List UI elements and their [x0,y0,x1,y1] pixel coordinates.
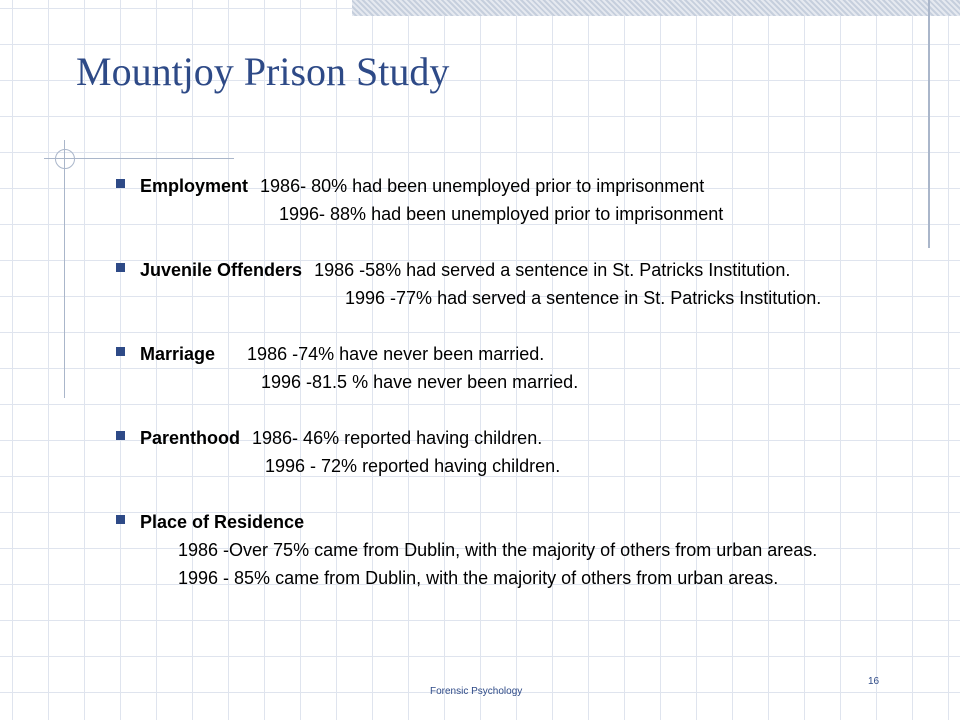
bullet-text: 1996- 88% had been unemployed prior to imprisonment [279,204,724,224]
page-number: 16 [868,676,880,687]
square-bullet-icon [116,515,125,524]
bullet-marriage [116,340,946,396]
bullet-text: 1986 -74% have never been married. [247,344,545,364]
bullet-label: Parenthood [140,428,241,448]
decorative-circle [55,149,75,169]
square-bullet-icon [116,347,125,356]
bullet-text: 1996 -81.5 % have never been married. [261,372,579,392]
bullet-text: 1986 -Over 75% came from Dublin, with the majority of others from urban areas. [178,540,818,560]
bullet-label: Employment [140,176,249,196]
bullet-juvenile-offenders [116,256,946,312]
bullet-label: Place of Residence [140,512,305,532]
bullet-list [116,172,946,620]
corner-pattern [352,0,960,16]
slide-title: Mountjoy Prison Study [76,49,450,94]
bullet-employment [116,172,946,228]
bullet-parenthood [116,424,946,480]
decorative-line [64,140,65,398]
square-bullet-icon [116,431,125,440]
bullet-place-of-residence [116,508,946,592]
bullet-text: 1996 - 85% came from Dublin, with the majority of others from urban areas. [178,568,779,588]
square-bullet-icon [116,263,125,272]
bullet-text: 1986 -58% had served a sentence in St. Patricks Institution. [314,260,791,280]
square-bullet-icon [116,179,125,188]
bullet-text: 1986- 80% had been unemployed prior to imprisonment [260,176,705,196]
footer-text: Forensic Psychology [430,686,523,697]
bullet-text: 1996 - 72% reported having children. [265,456,561,476]
bullet-text: 1996 -77% had served a sentence in St. Patricks Institution. [345,288,822,308]
bullet-text: 1986- 46% reported having children. [252,428,543,448]
bullet-label: Marriage [140,344,216,364]
bullet-label: Juvenile Offenders [140,260,303,280]
